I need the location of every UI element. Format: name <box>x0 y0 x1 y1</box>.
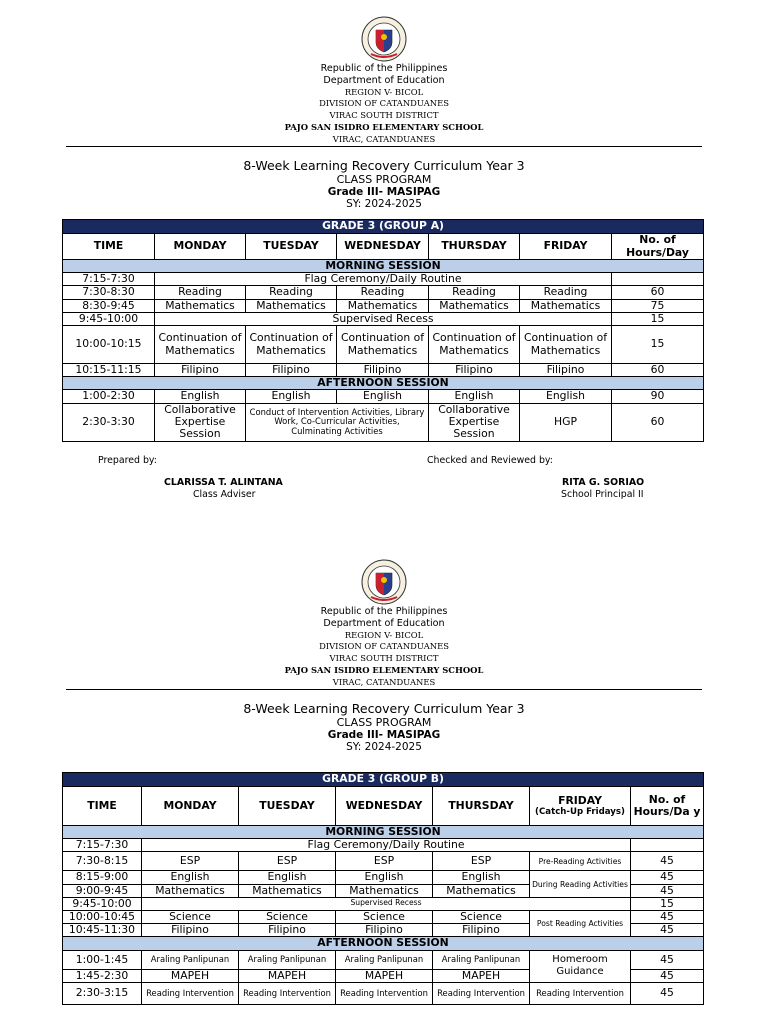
activity-cell: Flag Ceremony/Daily Routine <box>142 839 631 852</box>
morning-session-label: MORNING SESSION <box>63 260 704 273</box>
class-program-label: CLASS PROGRAM <box>336 716 432 729</box>
subject-cell: Homeroom Guidance <box>530 950 631 982</box>
time-cell: 7:30-8:15 <box>63 852 142 871</box>
subject-cell: Reading <box>337 286 429 299</box>
subject-cell: ESP <box>336 852 433 871</box>
time-cell: 7:15-7:30 <box>63 273 155 286</box>
district-line: VIRAC SOUTH DISTRICT <box>329 110 439 121</box>
subject-cell: Filipino <box>520 364 612 377</box>
hours-cell: 45 <box>631 884 704 897</box>
subject-cell: Mathematics <box>520 299 612 312</box>
header-row <box>63 234 704 260</box>
group-banner <box>63 220 704 234</box>
letterhead <box>0 63 768 146</box>
hours-cell: 75 <box>612 299 704 312</box>
subject-cell: Reading <box>155 286 246 299</box>
morning-session-label: MORNING SESSION <box>63 826 704 839</box>
subject-cell: Reading Intervention <box>336 982 433 1004</box>
principal-role: School Principal II <box>561 489 644 500</box>
activity-cell: Supervised Recess <box>155 312 612 325</box>
subject-cell: Reading Intervention <box>239 982 336 1004</box>
table-row <box>63 312 704 325</box>
subject-cell: Reading <box>520 286 612 299</box>
table-row <box>63 871 704 884</box>
session-row <box>63 260 704 273</box>
hours-cell: 45 <box>631 950 704 969</box>
col-thursday: THURSDAY <box>433 787 530 826</box>
hours-cell: 45 <box>631 924 704 937</box>
table-row <box>63 403 704 441</box>
table-row <box>63 852 704 871</box>
subject-cell: Continuation of Mathematics <box>429 326 520 364</box>
district-line: VIRAC SOUTH DISTRICT <box>329 653 439 664</box>
col-tuesday: TUESDAY <box>239 787 336 826</box>
subject-cell: Filipino <box>337 364 429 377</box>
table-row <box>63 273 704 286</box>
subject-cell: Continuation of Mathematics <box>337 326 429 364</box>
subject-cell: Reading Intervention <box>142 982 239 1004</box>
program-name: 8-Week Learning Recovery Curriculum Year 3 <box>243 158 525 173</box>
hours-cell <box>631 839 704 852</box>
time-cell: 7:15-7:30 <box>63 839 142 852</box>
table-row <box>63 897 704 910</box>
table-row <box>63 911 704 924</box>
col-wednesday: WEDNESDAY <box>337 234 429 260</box>
hours-cell: 15 <box>631 897 704 910</box>
subject-cell: Collaborative Expertise Session <box>429 403 520 441</box>
republic-line: Republic of the Philippines <box>320 606 448 617</box>
address-line: VIRAC, CATANDUANES <box>332 133 436 144</box>
subject-cell: Mathematics <box>246 299 337 312</box>
activity-cell: Supervised Recess <box>142 897 631 910</box>
subject-cell: Mathematics <box>336 884 433 897</box>
table-row <box>63 950 704 969</box>
subject-cell: Continuation of Mathematics <box>246 326 337 364</box>
subject-cell: English <box>429 390 520 403</box>
activity-cell: Flag Ceremony/Daily Routine <box>155 273 612 286</box>
subject-cell: Filipino <box>246 364 337 377</box>
session-row <box>63 377 704 390</box>
table-row <box>63 286 704 299</box>
col-hours: No. of Hours/Da y <box>631 787 704 826</box>
subject-cell: Araling Panlipunan <box>239 950 336 969</box>
time-cell: 10:45-11:30 <box>63 924 142 937</box>
division-line: DIVISION OF CATANDUANES <box>319 641 449 652</box>
prepared-by-label: Prepared by: <box>98 455 157 466</box>
hours-cell: 45 <box>631 982 704 1004</box>
hours-cell: 60 <box>612 403 704 441</box>
grade-label: Grade III- MASIPAG <box>327 729 441 741</box>
col-time: TIME <box>63 787 142 826</box>
subject-cell: Filipino <box>239 924 336 937</box>
subject-cell: Science <box>336 911 433 924</box>
address-line: VIRAC, CATANDUANES <box>332 676 436 687</box>
subject-cell: Continuation of Mathematics <box>520 326 612 364</box>
subject-cell: Pre-Reading Activities <box>530 852 631 871</box>
group-banner <box>63 773 704 787</box>
table-row <box>63 839 704 852</box>
subject-cell: MAPEH <box>336 969 433 982</box>
subject-cell: Mathematics <box>433 884 530 897</box>
deped-seal-logo <box>361 559 407 605</box>
school-year: SY: 2024-2025 <box>346 198 422 210</box>
subject-cell: Mathematics <box>155 299 246 312</box>
session-row <box>63 937 704 950</box>
subject-cell: MAPEH <box>239 969 336 982</box>
subject-cell: MAPEH <box>433 969 530 982</box>
republic-line: Republic of the Philippines <box>320 63 448 74</box>
time-cell: 1:45-2:30 <box>63 969 142 982</box>
table-row <box>63 299 704 312</box>
subject-cell: Post Reading Activities <box>530 911 631 937</box>
hours-cell: 90 <box>612 390 704 403</box>
grade-label: Grade III- MASIPAG <box>327 186 441 198</box>
session-row <box>63 826 704 839</box>
subject-cell: English <box>142 871 239 884</box>
activity-cell: Conduct of Intervention Activities, Library Work, Co-Curricular Activities, Culminating Activities <box>246 403 429 441</box>
subject-cell: Araling Panlipunan <box>336 950 433 969</box>
program-title <box>0 702 768 753</box>
program-title <box>0 159 768 210</box>
subject-cell: During Reading Activities <box>530 871 631 897</box>
subject-cell: Araling Panlipunan <box>433 950 530 969</box>
schedule-table-group-a <box>62 219 704 442</box>
time-cell: 9:45-10:00 <box>63 897 142 910</box>
principal-name: RITA G. SORIAO <box>562 477 645 488</box>
subject-cell: English <box>239 871 336 884</box>
deped-seal-logo <box>361 16 407 62</box>
time-cell: 2:30-3:30 <box>63 403 155 441</box>
time-cell: 1:00-1:45 <box>63 950 142 969</box>
friday-label: FRIDAY <box>558 793 602 807</box>
school-line: PAJO SAN ISIDRO ELEMENTARY SCHOOL <box>284 664 484 675</box>
class-program-label: CLASS PROGRAM <box>336 173 432 186</box>
time-cell: 9:45-10:00 <box>63 312 155 325</box>
region-line: REGION V- BICOL <box>344 629 424 640</box>
school-year: SY: 2024-2025 <box>346 741 422 753</box>
subject-cell: English <box>520 390 612 403</box>
subject-cell: Mathematics <box>239 884 336 897</box>
subject-cell: Science <box>239 911 336 924</box>
subject-cell: Science <box>142 911 239 924</box>
letterhead <box>0 606 768 689</box>
subject-cell: ESP <box>239 852 336 871</box>
col-friday <box>530 787 631 826</box>
catch-up-fridays-label: (Catch-Up Fridays) <box>535 807 625 818</box>
department-line: Department of Education <box>323 617 445 629</box>
hours-cell: 45 <box>631 852 704 871</box>
table-row <box>63 390 704 403</box>
subject-cell: English <box>337 390 429 403</box>
subject-cell: Reading Intervention <box>530 982 631 1004</box>
time-cell: 7:30-8:30 <box>63 286 155 299</box>
col-time: TIME <box>63 234 155 260</box>
subject-cell: Mathematics <box>142 884 239 897</box>
school-line: PAJO SAN ISIDRO ELEMENTARY SCHOOL <box>284 121 484 132</box>
hours-cell: 15 <box>612 312 704 325</box>
region-line: REGION V- BICOL <box>344 86 424 97</box>
subject-cell: HGP <box>520 403 612 441</box>
subject-cell: Reading <box>429 286 520 299</box>
subject-cell: Mathematics <box>429 299 520 312</box>
time-cell: 9:00-9:45 <box>63 884 142 897</box>
subject-cell: Science <box>433 911 530 924</box>
col-monday: MONDAY <box>155 234 246 260</box>
time-cell: 1:00-2:30 <box>63 390 155 403</box>
time-cell: 10:00-10:15 <box>63 326 155 364</box>
schedule-table-group-b <box>62 772 704 1005</box>
program-name: 8-Week Learning Recovery Curriculum Year 3 <box>243 701 525 716</box>
subject-cell: ESP <box>142 852 239 871</box>
time-cell: 8:15-9:00 <box>63 871 142 884</box>
department-line: Department of Education <box>323 74 445 86</box>
adviser-role: Class Adviser <box>193 489 256 500</box>
subject-cell: English <box>336 871 433 884</box>
hours-cell: 45 <box>631 969 704 982</box>
subject-cell: Mathematics <box>337 299 429 312</box>
subject-cell: Reading <box>246 286 337 299</box>
table-row <box>63 364 704 377</box>
subject-cell: English <box>433 871 530 884</box>
header-divider <box>66 146 702 147</box>
time-cell: 8:30-9:45 <box>63 299 155 312</box>
subject-cell: Collaborative Expertise Session <box>155 403 246 441</box>
afternoon-session-label: AFTERNOON SESSION <box>63 937 704 950</box>
division-line: DIVISION OF CATANDUANES <box>319 98 449 109</box>
col-friday: FRIDAY <box>520 234 612 260</box>
time-cell: 2:30-3:15 <box>63 982 142 1004</box>
col-monday: MONDAY <box>142 787 239 826</box>
subject-cell: Filipino <box>155 364 246 377</box>
hours-cell: 45 <box>631 871 704 884</box>
hours-cell: 15 <box>612 326 704 364</box>
time-cell: 10:15-11:15 <box>63 364 155 377</box>
col-wednesday: WEDNESDAY <box>336 787 433 826</box>
hours-cell: 60 <box>612 286 704 299</box>
hours-cell <box>612 273 704 286</box>
col-hours: No. of Hours/Day <box>612 234 704 260</box>
table-row <box>63 326 704 364</box>
col-thursday: THURSDAY <box>429 234 520 260</box>
subject-cell: Filipino <box>336 924 433 937</box>
subject-cell: Filipino <box>142 924 239 937</box>
hours-cell: 60 <box>612 364 704 377</box>
time-cell: 10:00-10:45 <box>63 911 142 924</box>
subject-cell: English <box>155 390 246 403</box>
subject-cell: Araling Panlipunan <box>142 950 239 969</box>
subject-cell: Continuation of Mathematics <box>155 326 246 364</box>
subject-cell: Reading Intervention <box>433 982 530 1004</box>
adviser-name: CLARISSA T. ALINTANA <box>164 477 283 488</box>
subject-cell: ESP <box>433 852 530 871</box>
afternoon-session-label: AFTERNOON SESSION <box>63 377 704 390</box>
group-banner-text: GRADE 3 (GROUP A) <box>63 220 704 234</box>
col-tuesday: TUESDAY <box>246 234 337 260</box>
table-row <box>63 982 704 1004</box>
header-divider <box>66 689 702 690</box>
hours-cell: 45 <box>631 911 704 924</box>
subject-cell: Filipino <box>429 364 520 377</box>
checked-by-label: Checked and Reviewed by: <box>427 455 553 466</box>
header-row <box>63 787 704 826</box>
subject-cell: MAPEH <box>142 969 239 982</box>
group-banner-text: GRADE 3 (GROUP B) <box>63 773 704 787</box>
subject-cell: Filipino <box>433 924 530 937</box>
subject-cell: English <box>246 390 337 403</box>
